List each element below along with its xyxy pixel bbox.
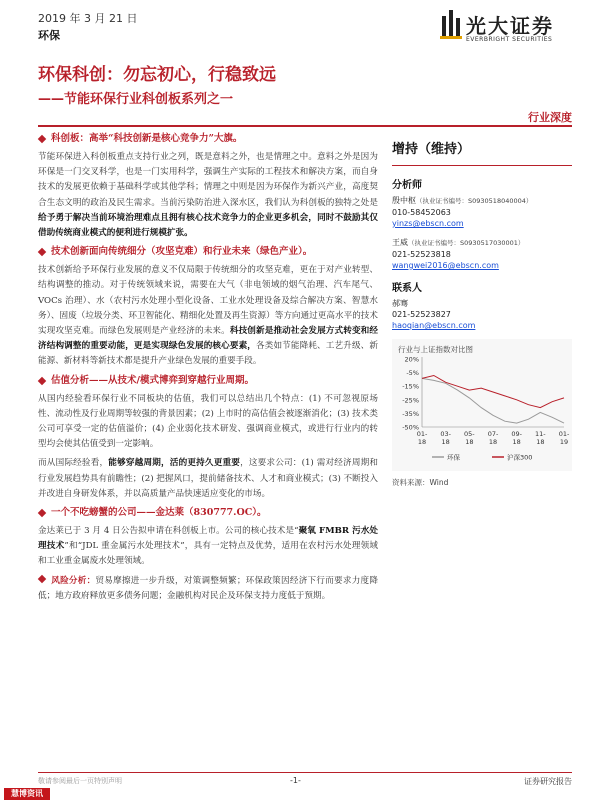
series-line-沪深300	[422, 376, 564, 408]
section-valuation	[38, 374, 378, 502]
section-heading: 科创板：高举“科技创新是核心竞争力”大旗。	[51, 133, 243, 144]
x-tick-label: 09-18	[511, 430, 522, 446]
legend-label: 环保	[447, 453, 460, 462]
contact-name: 郝骞	[392, 299, 408, 308]
footer-label: 证券研究报告	[524, 777, 572, 786]
logo-name: 光大证券	[466, 14, 554, 38]
report-sector: 环保	[38, 29, 60, 42]
analyst-cert: （执业证书编号：S0930518040004）	[416, 197, 533, 205]
contact-tel: 021-52523827	[392, 310, 451, 319]
comparison-chart	[392, 339, 572, 471]
analyst-tel: 010-58452063	[392, 208, 451, 217]
analyst-name: 殷中枢	[392, 196, 416, 205]
risk-text: 贸易摩擦进一步升级，对策调整频繁；环保政策因经济下行而要求力度降低；地方政府释放更多债务问题；金融机构对民企及环保支持力度低于预期。	[38, 575, 378, 601]
report-title: 环保科创：勿忘初心，行稳致远	[38, 65, 276, 85]
y-tick-label: -35%	[402, 409, 419, 418]
report-date: 2019 年 3 月 21 日	[38, 12, 138, 25]
x-tick-label: 01-19	[558, 430, 570, 446]
section-heading: 估值分析——从技术/模式博弈到穿越行业周期。	[51, 374, 254, 386]
report-subtitle: ——节能环保行业科创板系列之一	[38, 92, 234, 107]
company-logo	[440, 8, 570, 48]
y-tick-label: -50%	[402, 423, 419, 432]
analyst-entry	[392, 237, 572, 271]
section-heading: 风险分析：	[51, 575, 96, 586]
y-tick-label: -25%	[402, 396, 419, 405]
analyst-entry	[392, 195, 572, 229]
x-tick-label: 01-18	[416, 430, 428, 446]
main-content	[38, 132, 378, 608]
rating: 增持（维持）	[392, 142, 471, 157]
y-tick-label: -15%	[402, 382, 419, 391]
section-risk	[38, 574, 378, 604]
section-heading: 技术创新面向传统细分（攻坚克难）和行业未来（绿色产业）。	[51, 246, 313, 258]
section-tech-innovation	[38, 245, 378, 369]
contact-email-link[interactable]: haoqian@ebscn.com	[392, 321, 476, 330]
section-paragraph: 技术创新给予环保行业发展的意义不仅局限于传统细分的攻坚克难，更在于对产业转型、结构调整的推动。对于传统领域来说，需要在大气（非电领域的烟气治理、汽车尾气、VOCs 治理）、水（农村污水处理小型化设备、工业水处理设备及综合解决方案、智慧水务）、固废（垃圾分类、环卫智能化、精细化处置及再生资源）等方向通过更高水平的技术实现攻坚克难。而绿色发展则是产业经济的未来。科技创新是推动社会发展方式转变和经济结构调整的重要动能，更是实现绿色发展的核心要素，各类如节能降耗、工艺升级、新能源、新材料等新技术都是提升产业绿色发展的重要手段。	[38, 265, 378, 367]
diamond-bullet-icon	[38, 135, 46, 143]
analyst-email-link[interactable]: yinzs@ebscn.com	[392, 219, 464, 228]
logo-sub: EVERBRIGHT SECURITIES	[466, 36, 553, 43]
report-type: 行业深度	[528, 111, 572, 124]
section-company-case	[38, 506, 378, 570]
analyst-heading: 分析师	[392, 180, 422, 191]
watermark-stamp: 慧博资讯	[4, 788, 50, 800]
section-paragraph: 金达莱已于 3 月 4 日公告拟申请在科创板上市。公司的核心技术是“聚氧 FMBR 污水处理技术”和“JDL 重金属污水处理技术”，具有一定特点及优势，适用在农村污水处理领域和工业重金属废水处理领域。	[38, 526, 378, 567]
diamond-bullet-icon	[38, 574, 46, 582]
logo-mark-icon	[440, 10, 462, 40]
analyst-cert: （执业证书编号：S0930517030001）	[408, 239, 525, 247]
section-paragraph: 从国内经验看环保行业不同板块的估值，我们可以总结出几个特点：(1) 不可忽视原场性、流动性及行业周期等较强的背景因素；(2) 上市时的高估值会被逐渐消化；(3) 技术类公司可享受一定的估值溢价；(4) 企业弱化技术研发、强调商业模式，或进行行业内的转型均会使其估值受到一定影响。	[38, 393, 378, 450]
x-tick-label: 11-18	[535, 430, 546, 446]
x-tick-label: 07-18	[487, 430, 499, 446]
header-rule	[38, 125, 572, 127]
sidebar-rule	[392, 165, 572, 166]
x-tick-label: 05-18	[464, 430, 475, 446]
footer-disclaimer: 敬请参阅最后一页特别声明	[38, 777, 122, 785]
analyst-name: 王威	[392, 238, 408, 247]
analyst-tel: 021-52523818	[392, 250, 451, 259]
section-science-board	[38, 132, 378, 241]
section-paragraph: 而从国际经验看，能够穿越周期，活的更持久更重要，这要求公司：(1) 需对经济周期和行业发展趋势具有前瞻性；(2) 把握风口，提前储备技术、人才和商业模式；(3) 不断投入并改进自身研发体系，并以高质量产品快速适应变化的市场。	[38, 458, 378, 499]
diamond-bullet-icon	[38, 509, 46, 517]
diamond-bullet-icon	[38, 376, 46, 384]
chart-title: 行业与上证指数对比图	[398, 345, 473, 354]
series-line-环保	[422, 378, 564, 423]
sidebar	[392, 132, 572, 488]
section-paragraph: 节能环保进入科创板重点支持行业之列，既是意料之外，也是情理之中。意料之外是因为环保是一门交叉科学，也是一门实用科学，强调生产实际的工程技术和解决方案，而自身技术的发展更依赖于基础科学或其他学科；情理之中则是因为环保作为新兴产业，高度契合生态文明的政治及民生需求。当前污染防治进入深水区，我们认为科创板的独特之处是给予勇于解决当前环境治理难点且拥有核心技术竞争力的企业更多机会，同时不鼓励其仅借助传统商业模式的便利进行规模扩张。	[38, 152, 378, 239]
section-heading: 一个不吃螃蟹的公司——金达莱（830777.OC）。	[51, 507, 267, 519]
y-tick-label: 20%	[404, 355, 419, 364]
chart-source: 资料来源：Wind	[392, 478, 449, 487]
legend-label: 沪深300	[507, 453, 533, 462]
page-number: -1-	[290, 776, 301, 785]
y-tick-label: -5%	[406, 369, 419, 378]
footer-rule	[38, 772, 572, 773]
diamond-bullet-icon	[38, 248, 46, 256]
contact-entry	[392, 298, 572, 331]
contact-heading: 联系人	[392, 283, 422, 294]
chart-plot	[392, 339, 572, 471]
analyst-email-link[interactable]: wangwei2016@ebscn.com	[392, 261, 499, 270]
x-tick-label: 03-18	[440, 430, 451, 446]
